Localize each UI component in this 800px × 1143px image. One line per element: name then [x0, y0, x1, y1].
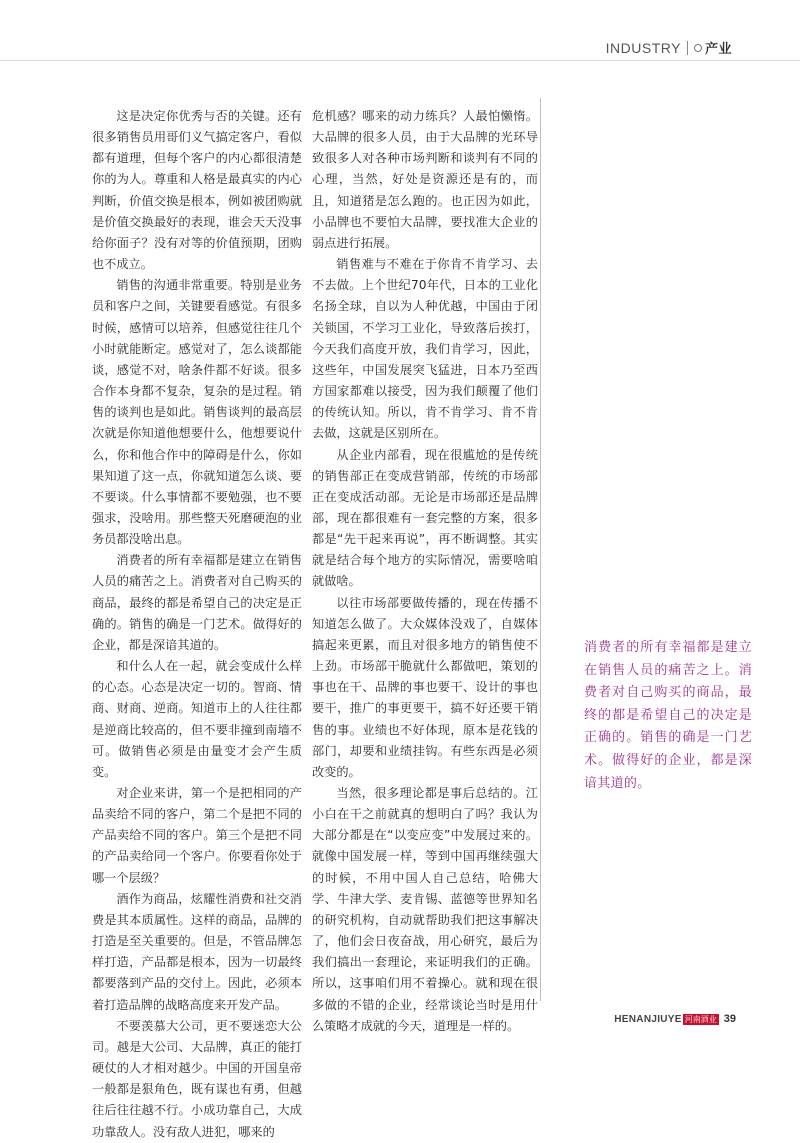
header-divider: [687, 41, 688, 55]
section-header: [606, 38, 732, 57]
magazine-logo-cn: 河南酒业: [684, 1014, 717, 1024]
paragraph: 这是决定你优秀与否的关键。还有很多销售员用哥们义气搞定客户，看似都有道理，但每个客户的内心都很清楚你的为人。尊重和人格是最真实的内心判断，价值交换是根本，例如被团购就是价值交换最好的表现，谁会天天没事给你面子？没有对等的价值预期，团购也不成立。: [92, 109, 302, 272]
paragraph: 不要羡慕大公司，更不要迷恋大公司。越是大公司、大品牌，真正的能打硬仗的人才相对越少。中国的开国皇帝一般都是狠角色，既有谋也有勇，但越往后往往越不行。小成功靠自己，大成功靠敌人。没有敌人进犯，哪来的: [92, 1018, 302, 1139]
page-number: 39: [723, 1013, 736, 1025]
circle-icon: [694, 44, 702, 52]
magazine-name-en: HENANJIUYE: [614, 1013, 682, 1025]
header-rule: [0, 60, 800, 61]
column-divider: [540, 98, 541, 1001]
section-title-cn: 产业: [704, 42, 732, 57]
section-title-en: INDUSTRY: [605, 39, 681, 56]
article-column-left: [92, 106, 302, 1143]
paragraph: 对企业来讲，第一个是把相同的产品卖给不同的客户，第二个是把不同的产品卖给不同的客户。第三个是把不同的产品卖给同一个客户。你要看你处于哪一个层级？: [92, 786, 302, 885]
paragraph: 酒作为商品，炫耀性消费和社交消费是其本质属性。这样的商品，品牌的打造是至关重要的。但是，不管品牌怎样打造，产品都是根本，因为一切最终都要落到产品的交付上。因此，必须本着打造品牌的战略高度来开发产品。: [92, 891, 302, 1012]
paragraph: 从企业内部看，现在很尴尬的是传统的销售部正在变成营销部，传统的市场部正在变成活动部。无论是市场部还是品牌部，现在都很难有一套完整的方案，很多都是“先干起来再说”，再不断调整。其实就是结合每个地方的实际情况，需要啥咱就做啥。: [312, 447, 538, 589]
paragraph: 消费者的所有幸福都是建立在销售人员的痛苦之上。消费者对自己购买的商品，最终的都是希望自己的决定是正确的。销售的确是一门艺术。做得好的企业，都是深谙其道的。: [92, 553, 302, 652]
article-column-right: [312, 106, 538, 1037]
paragraph: 销售难与不难在于你肯不肯学习、去不去做。上个世纪70年代，日本的工业化名扬全球，自以为人种优越，中国由于闭关锁国，不学习工业化，导致落后挨打，今天我们高度开放，我们肯学习，因此，这些年，中国发展突飞猛进，日本乃至西方国家都难以接受，因为我们颠覆了他们的传统认知。所以，肯不肯学习、肯不肯去做，这就是区别所在。: [312, 257, 538, 441]
page-footer: [614, 1013, 736, 1025]
paragraph: 以往市场部要做传播的，现在传播不知道怎么做了。大众媒体没戏了，自媒体搞起来更累，而且对很多地方的销售使不上劲。市场部干脆就什么都做吧，策划的事也在干、品牌的事也要干、设计的事也要干，推广的事更要干，搞不好还要干销售的事。业绩也不好体现，原本是花钱的部门，却要和业绩挂钩。有些东西是必须改变的。: [312, 595, 538, 779]
paragraph: 和什么人在一起，就会变成什么样的心态。心态是决定一切的。智商、情商、财商、逆商。知道市上的人往往都是逆商比较高的，但不要非撞到南墙不可。做销售必须是由量变才会产生质变。: [92, 659, 302, 779]
paragraph: 销售的沟通非常重要。特别是业务员和客户之间，关键要看感觉。有很多时候，感情可以培养，但感觉往往几个小时就能断定。感觉对了，怎么谈都能谈，感觉不对，啥条件都不好谈。很多合作本身都不复杂，复杂的是过程。销售的谈判也是如此。销售谈判的最高层次就是你知道他想要什么，他想要说什么，你和他合作中的障碍是什么，你如果知道了这一点，你就知道怎么谈、要不要谈。什么事情都不要勉强，也不要强求，没啥用。那些整天死磨硬泡的业务员都没啥出息。: [92, 278, 302, 547]
paragraph: 当然，很多理论都是事后总结的。江小白在干之前就真的想明白了吗？我认为大部分都是在“以变应变”中发展过来的。就像中国发展一样，等到中国再继续强大的时候，不用中国人自己总结，哈佛大学、牛津大学、麦肯锡、蓝德等世界知名的研究机构，自动就帮助我们把这事解决了，他们会日夜奋战，用心研究，最后为我们搞出一套理论，来证明我们的正确。所以，这事咱们用不着操心。就和现在很多做的不错的企业，经常谈论当时是用什么策略才成就的今天，道理是一样的。: [312, 786, 538, 1033]
paragraph: 危机感？哪来的动力练兵？人最怕懒惰。大品牌的很多人员，由于大品牌的光环导致很多人对各种市场判断和谈判有不同的心理，当然，好处是资源还是有的，而且，知道猪是怎么跑的。也正因为如此，小品牌也不要怕大品牌，要找准大企业的弱点进行拓展。: [312, 109, 538, 250]
pull-quote: 消费者的所有幸福都是建立在销售人员的痛苦之上。消费者对自己购买的商品，最终的都是希望自己的决定是正确的。销售的确是一门艺术。做得好的企业，都是深谙其道的。: [584, 640, 752, 791]
